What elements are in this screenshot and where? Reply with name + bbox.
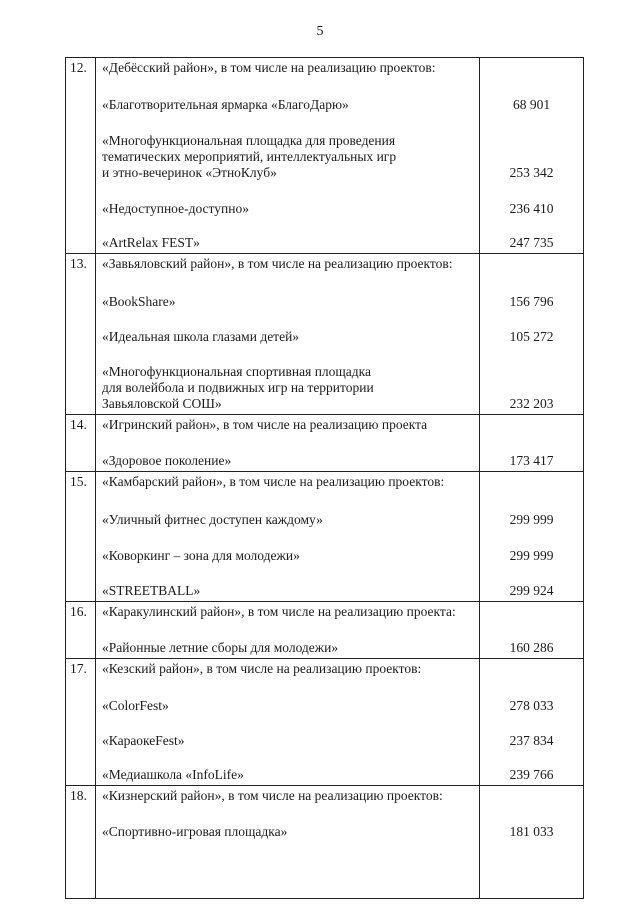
section-description xyxy=(96,58,480,254)
project-item xyxy=(96,528,479,564)
project-item xyxy=(96,217,479,251)
project-amount: 232 203 xyxy=(509,396,554,411)
section-row xyxy=(66,602,584,659)
district-header: «Завьяловский район», в том числе на реализацию проектов: xyxy=(102,256,453,271)
project-item xyxy=(96,806,479,840)
project-item xyxy=(96,564,479,599)
section-amounts xyxy=(480,786,584,899)
project-item xyxy=(96,492,479,528)
section-description xyxy=(96,786,480,899)
project-name-line: «ArtRelax FEST» xyxy=(102,235,200,250)
project-item xyxy=(96,622,479,656)
section-amounts xyxy=(480,254,584,415)
section-description xyxy=(96,254,480,415)
district-header: «Дебёсский район», в том числе на реализацию проектов: xyxy=(102,60,436,75)
project-amount: 299 924 xyxy=(509,583,554,598)
project-item xyxy=(96,310,479,345)
section-amounts xyxy=(480,415,584,472)
project-name-line: для волейбола и подвижных игр на территории xyxy=(102,380,374,395)
section-number: 14. xyxy=(66,415,96,472)
project-item xyxy=(96,181,479,217)
project-name-line: «Коворкинг – зона для молодежи» xyxy=(102,548,300,563)
section-row xyxy=(66,786,584,899)
project-item xyxy=(96,78,479,113)
project-item xyxy=(96,435,479,469)
project-amount: 236 410 xyxy=(509,201,554,216)
section-row xyxy=(66,58,584,254)
project-amount: 181 033 xyxy=(509,824,554,839)
project-name-line: «КараокеFest» xyxy=(102,733,185,748)
project-amount: 299 999 xyxy=(509,512,554,527)
project-item xyxy=(96,113,479,181)
project-name-line: «STREETBALL» xyxy=(102,583,201,598)
section-description xyxy=(96,602,480,659)
project-item xyxy=(96,274,479,310)
project-amount: 239 766 xyxy=(509,767,554,782)
section-number: 15. xyxy=(66,472,96,602)
project-amount: 299 999 xyxy=(509,548,554,563)
district-header: «Кезский район», в том числе на реализацию проектов: xyxy=(102,661,422,676)
section-amounts xyxy=(480,659,584,786)
section-number: 16. xyxy=(66,602,96,659)
project-name-line: «Благотворительная ярмарка «БлагоДарю» xyxy=(102,97,349,112)
section-description xyxy=(96,415,480,472)
district-header: «Камбарский район», в том числе на реализацию проектов: xyxy=(102,474,445,489)
section-amounts xyxy=(480,472,584,602)
section-number: 17. xyxy=(66,659,96,786)
project-name-line: «Спортивно-игровая площадка» xyxy=(102,824,288,839)
section-description xyxy=(96,472,480,602)
section-row xyxy=(66,472,584,602)
project-name-line: Завьяловской СОШ» xyxy=(102,396,222,411)
project-name-line: «Идеальная школа глазами детей» xyxy=(102,329,300,344)
section-number: 12. xyxy=(66,58,96,254)
project-name-line: «Многофункциональная спортивная площадка xyxy=(102,364,372,379)
district-header: «Кизнерский район», в том числе на реализацию проектов: xyxy=(102,788,443,803)
section-amounts xyxy=(480,602,584,659)
project-amount: 173 417 xyxy=(509,453,554,468)
project-amount: 247 735 xyxy=(509,235,554,250)
section-amounts xyxy=(480,58,584,254)
project-name-line: «ColorFest» xyxy=(102,698,169,713)
district-header: «Каракулинский район», в том числе на реализацию проекта: xyxy=(102,604,456,619)
project-amount: 253 342 xyxy=(509,165,554,180)
project-item xyxy=(96,714,479,749)
project-amount: 160 286 xyxy=(509,640,554,655)
project-name-line: «Многофункциональная площадка для проведения xyxy=(102,133,396,148)
section-row xyxy=(66,659,584,786)
project-item xyxy=(96,749,479,783)
project-name-line: «Медиашкола «InfoLife» xyxy=(102,767,244,782)
project-name-line: «Районные летние сборы для молодежи» xyxy=(102,640,339,655)
budget-table xyxy=(65,57,584,899)
project-name-line: «Здоровое поколение» xyxy=(102,453,232,468)
project-name-line: тематических мероприятий, интеллектуальных игр xyxy=(102,149,397,164)
page-number: 5 xyxy=(316,24,324,39)
section-row xyxy=(66,415,584,472)
table-body xyxy=(66,58,584,899)
project-amount: 237 834 xyxy=(509,733,554,748)
project-name-line: «BookShare» xyxy=(102,294,176,309)
project-item xyxy=(96,345,479,412)
project-amount: 105 272 xyxy=(509,329,554,344)
section-row xyxy=(66,254,584,415)
project-amount: 278 033 xyxy=(509,698,554,713)
project-name-line: и этно-вечеринок «ЭтноКлуб» xyxy=(102,165,277,180)
project-name-line: «Недоступное-доступно» xyxy=(102,201,249,216)
district-header: «Игринский район», в том числе на реализацию проекта xyxy=(102,417,428,432)
project-amount: 68 901 xyxy=(512,97,551,112)
project-amount: 156 796 xyxy=(509,294,554,309)
section-number: 13. xyxy=(66,254,96,415)
project-name-line: «Уличный фитнес доступен каждому» xyxy=(102,512,323,527)
section-number: 18. xyxy=(66,786,96,899)
section-description xyxy=(96,659,480,786)
project-item xyxy=(96,679,479,714)
